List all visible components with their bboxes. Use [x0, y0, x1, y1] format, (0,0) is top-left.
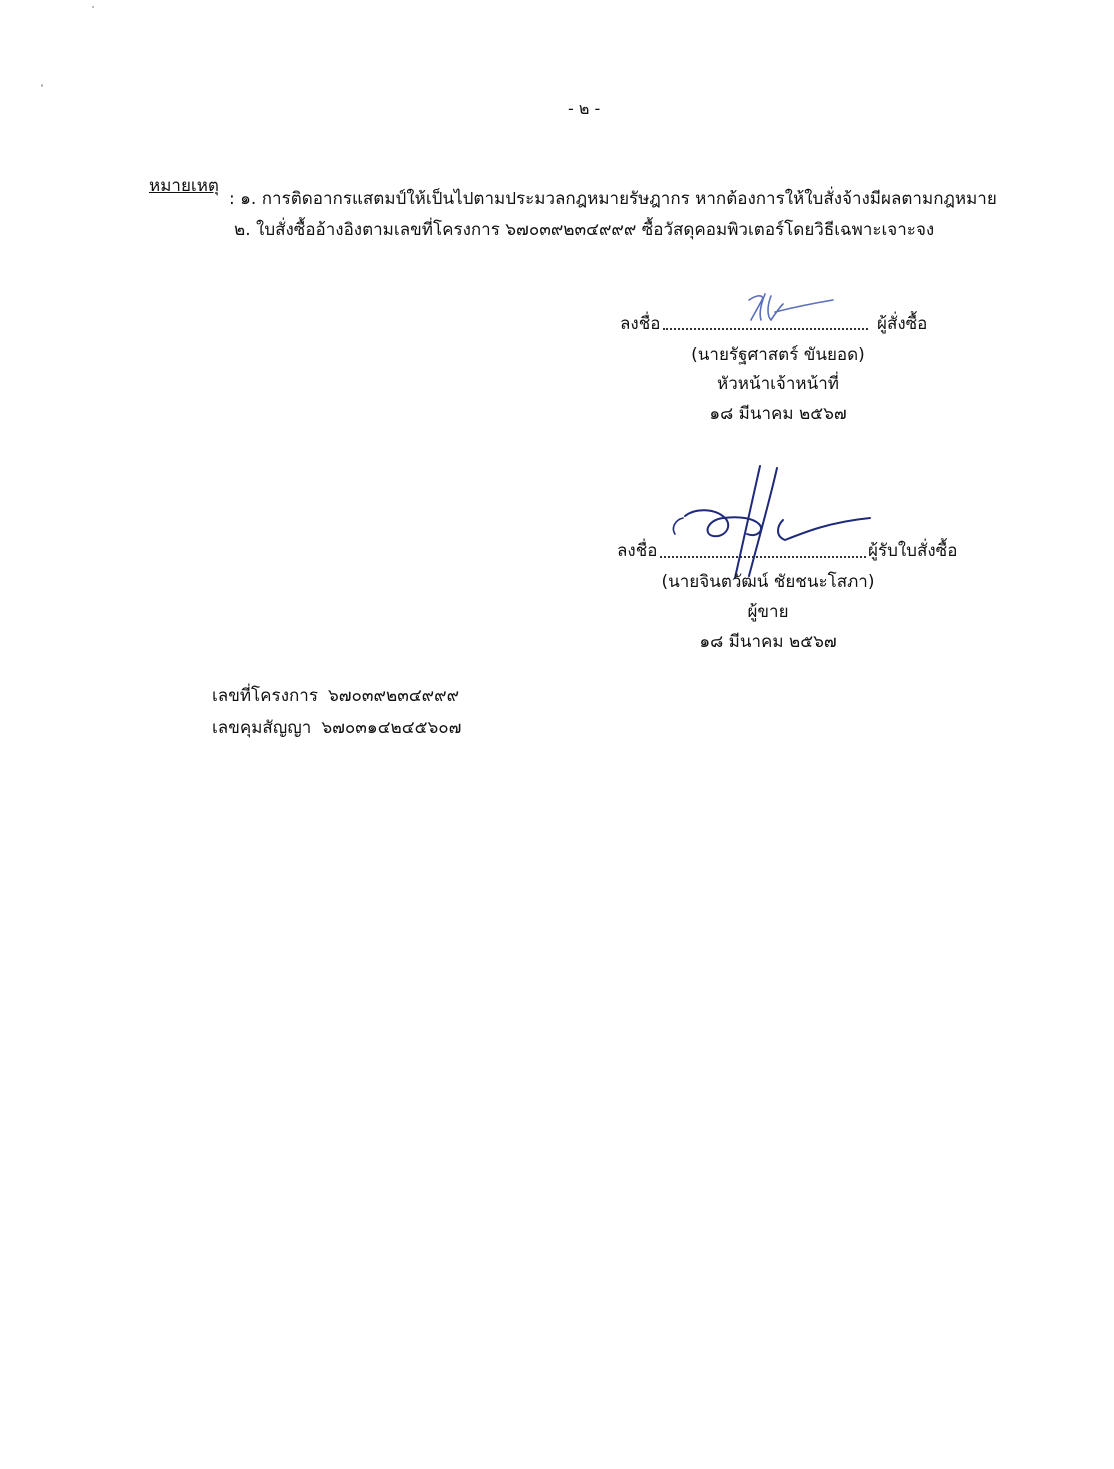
orderer-signature	[735, 290, 845, 330]
project-number-line	[212, 684, 459, 708]
orderer-name: (นายรัฐศาสตร์ ขันยอด)	[691, 345, 865, 365]
project-number-value: ๖๗๐๓๙๒๓๔๙๙๙	[327, 686, 460, 706]
contract-number-line	[212, 716, 461, 740]
page-number: - ๒ -	[568, 99, 601, 118]
project-number-label: เลขที่โครงการ	[212, 686, 318, 706]
receiver-name: (นายจินตวัฒน์ ชัยชนะโสภา)	[661, 572, 875, 592]
receiver-date: ๑๘ มีนาคม ๒๕๖๗	[699, 632, 837, 652]
scan-mark	[92, 6, 94, 8]
scan-mark	[41, 84, 43, 87]
orderer-role: ผู้สั่งซื้อ	[877, 314, 928, 334]
remarks-label: หมายเหตุ	[149, 176, 219, 196]
receiver-position: ผู้ขาย	[747, 602, 789, 622]
receiver-role: ผู้รับใบสั่งซื้อ	[868, 541, 958, 561]
contract-number-label: เลขคุมสัญญา	[212, 718, 312, 738]
receiver-signature	[665, 458, 880, 583]
remark-line-2: ๒. ใบสั่งซื้ออ้างอิงตามเลขที่โครงการ ๖๗๐๓๙๒๓๔๙๙๙ ซื้อวัสดุคอมพิวเตอร์โดยวิธีเฉพาะเจาะจง	[234, 220, 935, 240]
receiver-sign-label: ลงชื่อ	[617, 541, 658, 561]
orderer-sign-label: ลงชื่อ	[620, 314, 661, 334]
remark-line-1: : ๑. การติดอากรแสตมป์ให้เป็นไปตามประมวลกฎหมายรัษฎากร หากต้องการให้ใบสั่งจ้างมีผลตามกฎหมาย	[229, 189, 997, 209]
contract-number-value: ๖๗๐๓๑๔๒๔๕๖๐๗	[321, 718, 462, 738]
orderer-position: หัวหน้าเจ้าหน้าที่	[716, 374, 840, 394]
orderer-date: ๑๘ มีนาคม ๒๕๖๗	[709, 404, 847, 424]
